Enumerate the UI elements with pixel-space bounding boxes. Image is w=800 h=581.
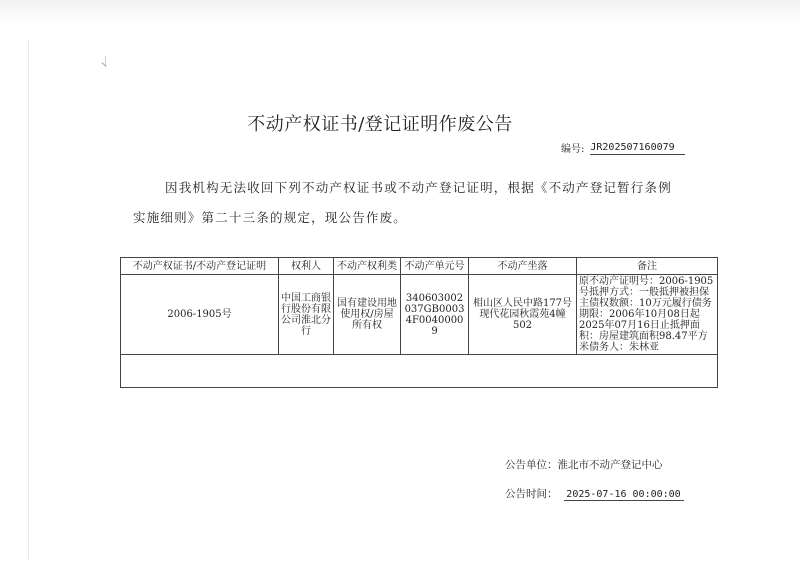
cell-certificate: 2006-1905号: [121, 275, 279, 355]
table-row: [121, 275, 718, 355]
empty-cell: [121, 355, 718, 388]
time-value: 2025-07-16 00:00:00: [564, 489, 684, 501]
table-header-row: [121, 258, 718, 275]
announce-time: [505, 486, 684, 501]
number-value: JR202507160079: [590, 142, 685, 155]
number-label: 编号:: [561, 144, 585, 155]
header-holder: 权利人: [279, 258, 334, 275]
cell-note: 原不动产证明号：2006-1905号抵押方式：一般抵押被担保主债权数额：10万元履行债务期限：2006年10月08日起2025年07月16日止抵押面积：房屋建筑面积98.47平方米债务人：朱林亚: [577, 275, 718, 355]
table-row-empty: [121, 355, 718, 388]
header-unit-no: 不动产单元号: [401, 258, 469, 275]
cell-right-type: 国有建设用地使用权/房屋所有权: [334, 275, 401, 355]
records-table: [120, 257, 718, 388]
header-certificate: 不动产权证书/不动产登记证明: [121, 258, 279, 275]
scan-shadow: [0, 0, 800, 26]
header-right-type: 不动产权利类: [334, 258, 401, 275]
cell-location: 相山区人民中路177号现代花园秋霞苑4幢502: [469, 275, 577, 355]
cell-unit-no: 340603002037GB00034F00400009: [401, 275, 469, 355]
body-text-line-1: 因我机构无法收回下列不动产权证书或不动产登记证明，根据《不动产登记暂行条例: [165, 180, 672, 195]
unit-value: 淮北市不动产登记中心: [557, 459, 663, 471]
cell-holder: 中国工商银行股份有限公司淮北分行: [279, 275, 334, 355]
document-number: [561, 140, 685, 155]
body-text-line-2: 实施细则》第二十三条的规定，现公告作废。: [133, 210, 408, 225]
header-note: 备注: [577, 258, 718, 275]
header-location: 不动产坐落: [469, 258, 577, 275]
announce-unit: [505, 457, 663, 472]
time-label: 公告时间：: [505, 488, 558, 500]
scan-mark: √: [98, 55, 112, 71]
unit-label: 公告单位：: [505, 459, 558, 471]
page-title: 不动产权证书/登记证明作废公告: [247, 114, 513, 135]
